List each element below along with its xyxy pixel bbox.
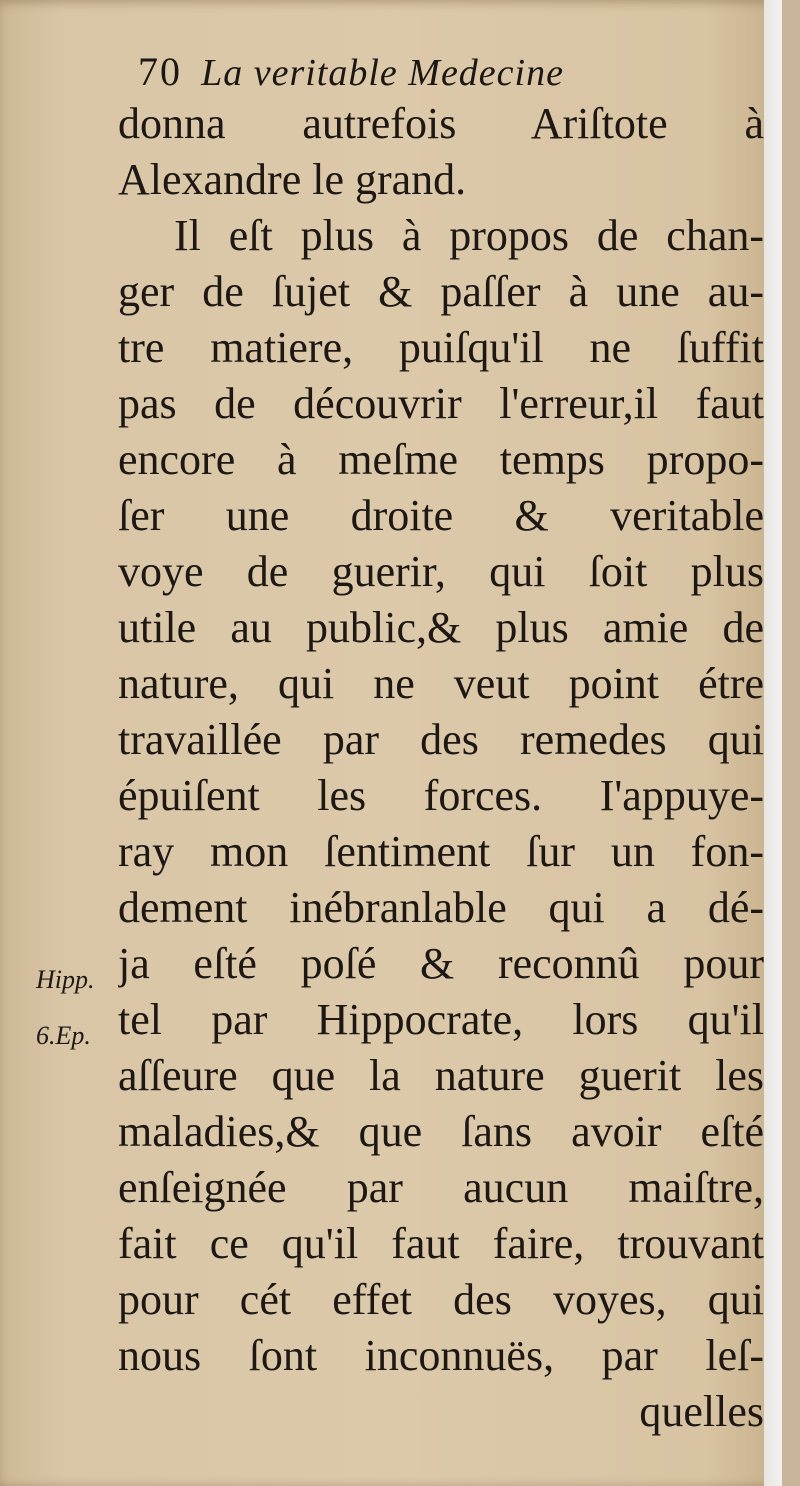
- text-line: travaillée par des remedes qui: [118, 715, 764, 764]
- page-edge: [764, 0, 782, 1486]
- text-line: enſeignée par aucun maiſtre,: [118, 1163, 764, 1212]
- body-text: [118, 96, 764, 1440]
- text-line: voye de guerir, qui ſoit plus: [118, 547, 764, 596]
- text-line: tre matiere, puiſqu'il ne ſuffit: [118, 323, 764, 372]
- text-line: encore à meſme temps propo-: [118, 435, 764, 484]
- text-line: nous ſont inconnuës, par leſ-: [118, 1331, 764, 1380]
- text-line: épuiſent les forces. I'appuye-: [118, 771, 764, 820]
- text-line: Il eſt plus à propos de chan-: [174, 211, 764, 260]
- text-line: donna autrefois Ariſtote à: [118, 99, 764, 148]
- text-line: dement inébranlable qui a dé-: [118, 883, 764, 932]
- text-line: ger de ſujet & paſſer à une au-: [118, 267, 764, 316]
- text-line: ray mon ſentiment ſur un fon-: [118, 827, 764, 876]
- text-line: ſer une droite & veritable: [118, 491, 764, 540]
- text-line: maladies,& que ſans avoir eſté: [118, 1107, 764, 1156]
- text-line: nature, qui ne veut point étre: [118, 659, 764, 708]
- text-line: pour cét effet des voyes, qui: [118, 1275, 764, 1324]
- text-line: utile au public,& plus amie de: [118, 603, 764, 652]
- catchword: quelles: [639, 1387, 764, 1436]
- text-line: pas de découvrir l'erreur,il faut: [118, 379, 764, 428]
- text-line: aſſeure que la nature guerit les: [118, 1051, 764, 1100]
- page-number: 70: [138, 49, 182, 94]
- text-line: ja eſté poſé & reconnû pour: [118, 939, 764, 988]
- margin-note-ep: 6.Ep.: [36, 1021, 91, 1050]
- text-line: Alexandre le grand.: [118, 155, 467, 204]
- text-line: tel par Hippocrate, lors qu'il: [118, 995, 764, 1044]
- running-title: La veritable Medecine: [201, 52, 564, 94]
- text-line: fait ce qu'il faut faire, trouvant: [118, 1219, 764, 1268]
- margin-note-hipp: Hipp.: [36, 965, 95, 994]
